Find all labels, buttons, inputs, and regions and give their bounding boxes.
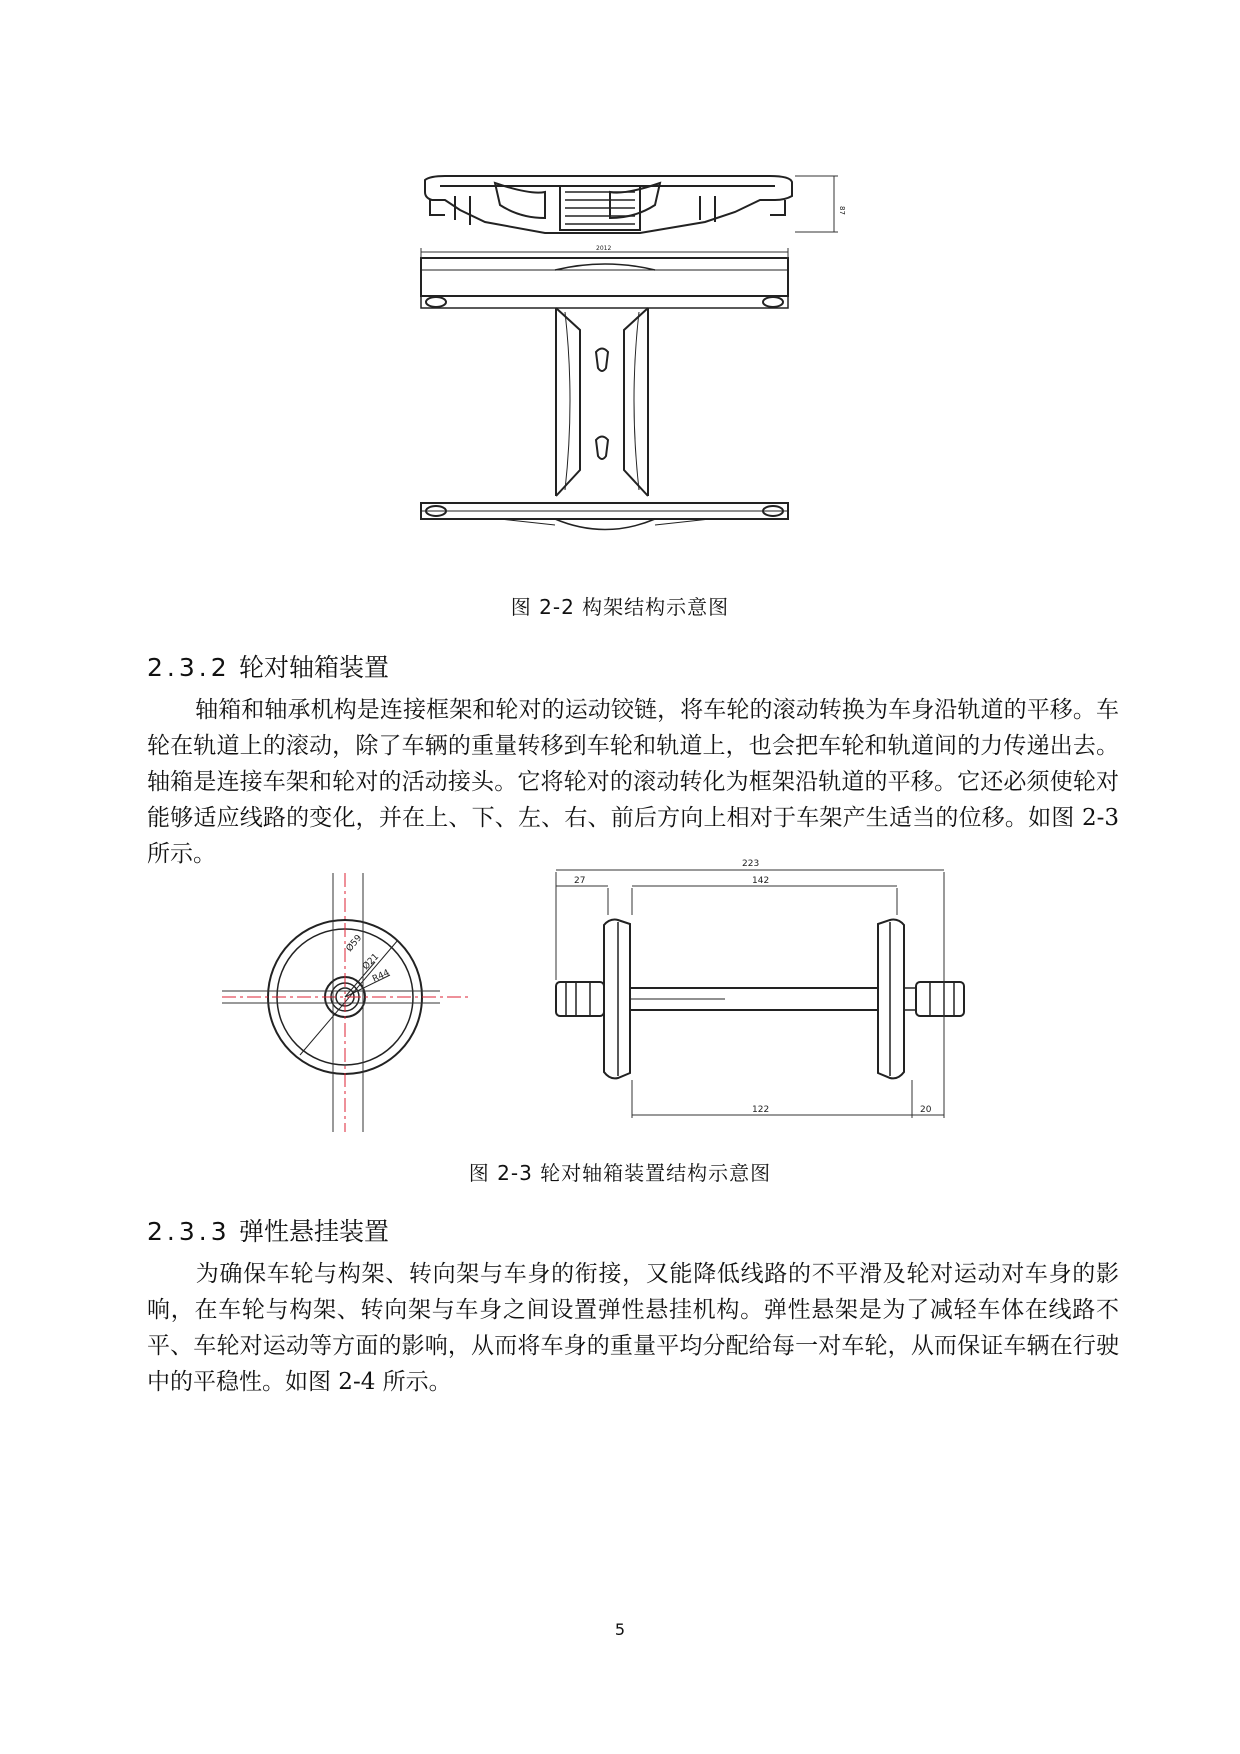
frame-plan-dim-label: 2012 bbox=[596, 245, 612, 252]
wheel-dim-d1: Ø59 bbox=[344, 933, 365, 954]
section-heading-2-3-3 bbox=[147, 1212, 389, 1248]
frame-side-dim-label: 87 bbox=[838, 206, 846, 215]
wheelset-dim-overall: 223 bbox=[742, 859, 760, 869]
wheelset-dim-inner: 142 bbox=[752, 876, 770, 886]
paragraph-text: 为确保车轮与构架、转向架与车身的衔接，又能降低线路的不平滑及轮对运动对车身的影响，在车轮与构架、转向架与车身之间设置弹性悬挂机构。弹性悬架是为了减轻车体在线路不平、车轮对运动等方面的影响，从而将车身的重量平均分配给每一对车轮，从而保证车辆在行驶中的平稳性。如图 2-4 所示。 bbox=[147, 1261, 1119, 1395]
section-number: 2.3.3 bbox=[147, 1217, 231, 1246]
wheelset-dim-axle: 122 bbox=[752, 1105, 770, 1115]
section-title: 弹性悬挂装置 bbox=[239, 1217, 390, 1246]
paragraph-text: 轴箱和轴承机构是连接框架和轮对的运动铰链，将车轮的滚动转换为车身沿轨道的平移。车轮在轨道上的滚动，除了车辆的重量转移到车轮和轨道上，也会把车轮和轨道间的力传递出去。轴箱是连接车架和轮对的活动接头。它将轮对的滚动转化为框架沿轨道的平移。它还必须使轮对能够适应线路的变化，并在上、下、左、右、前后方向上相对于车架产生适当的位移。如图 2-3 所示。 bbox=[147, 697, 1119, 867]
section-number: 2.3.2 bbox=[147, 653, 231, 682]
wheelset-side-view bbox=[556, 920, 964, 1079]
wheel-dim-r1: R44 bbox=[371, 968, 392, 985]
section-paragraph-2-3-3 bbox=[147, 1256, 1119, 1400]
page-number: 5 bbox=[614, 1620, 626, 1639]
wheelset-dim-axle-end: 20 bbox=[920, 1105, 932, 1115]
figure-2-2-caption: 图 2-2 构架结构示意图 bbox=[510, 595, 730, 619]
wheelset-dim-flange: 27 bbox=[574, 876, 586, 886]
figure-2-3-caption: 图 2-3 轮对轴箱装置结构示意图 bbox=[468, 1161, 772, 1185]
wheel-dim-d2: Ø21 bbox=[361, 951, 382, 973]
wheelset-dimension-lines bbox=[556, 870, 944, 1118]
wheel-extension-lines bbox=[222, 873, 440, 1132]
section-title: 轮对轴箱装置 bbox=[239, 653, 390, 682]
